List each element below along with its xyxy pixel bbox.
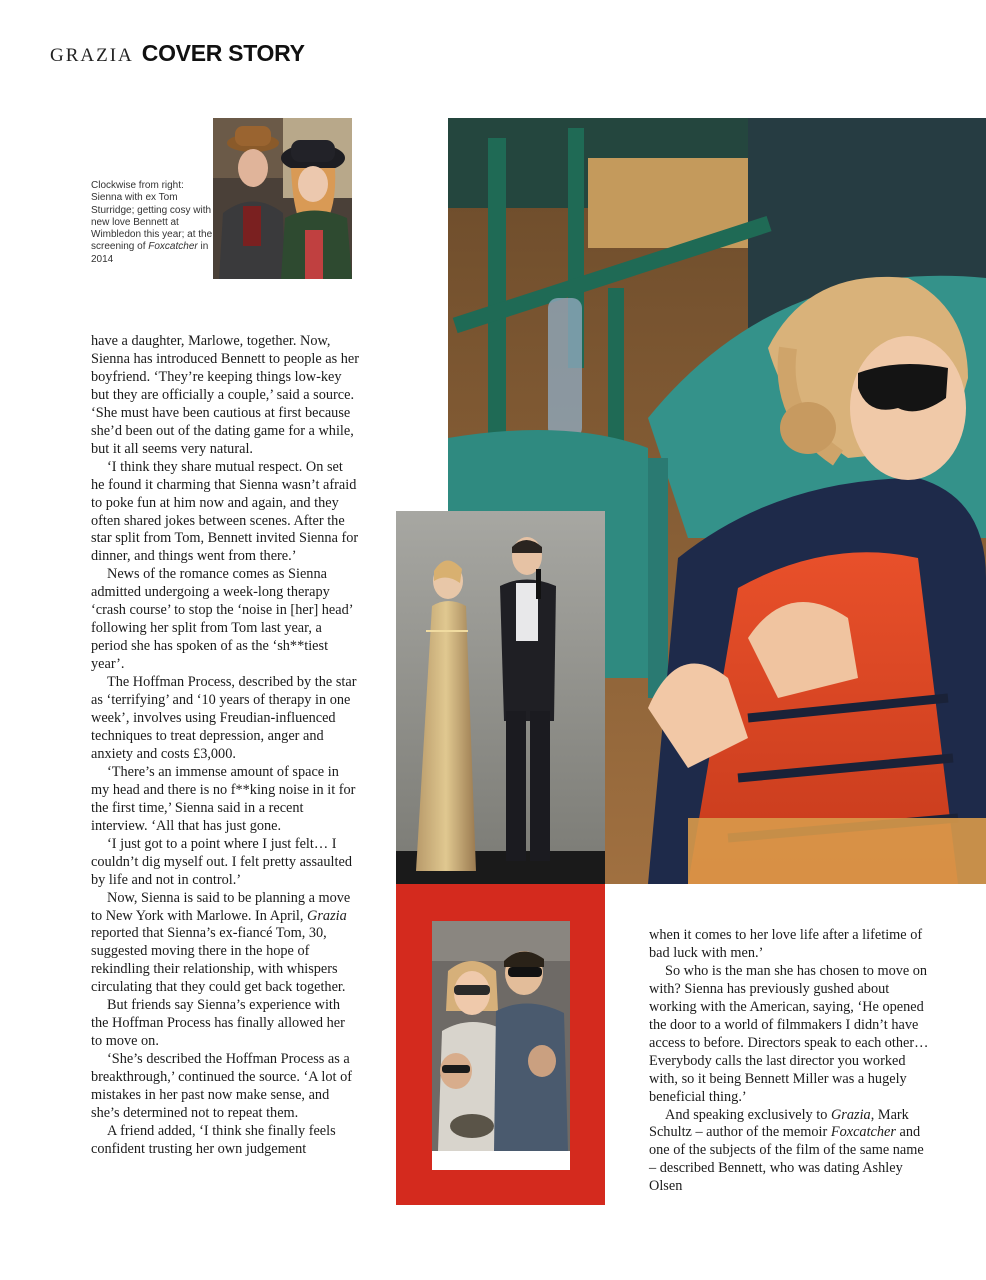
article-paragraph: News of the romance comes as Sienna admitted undergoing a week-long therapy ‘crash course’ to stop the ‘noise in [her] head’ following her split from Tom last year, a period she has spoken of as the ‘sh**tiest year’. — [91, 566, 353, 673]
caption-text: Clockwise from right: Sienna with ex Tom Sturridge; getting cosy with new love Bennett at Wimbledon this year; at the screening of — [91, 180, 213, 253]
caption-film-title: Foxcatcher — [148, 241, 198, 253]
caption-text-end: in 2014 — [91, 241, 209, 265]
book-title: Foxcatcher — [830, 1124, 896, 1141]
text-run: Now, Sienna is said to be planning a move to New York with Marlowe. In April, — [91, 889, 351, 924]
text-run: and one of the subjects of the film of the same name – described Bennett, who was dating Ashley Olsen — [649, 1124, 924, 1195]
article-paragraph: have a daughter, Marlowe, together. Now, Sienna has introduced Bennett to people as her boyfriend. ‘They’re keeping things low-key but they are officially a couple,’ said a source. ‘She must have been cautious at first because she’d been out of the dating game for a while, but it all seems very natural. — [91, 333, 359, 457]
inset-photo-couple — [213, 118, 352, 279]
article-paragraph — [649, 1107, 929, 1197]
wimbledon-crowd-photo — [432, 921, 570, 1170]
article-paragraph: ‘She’s described the Hoffman Process as a breakthrough,’ continued the source. ‘A lot of mistakes in her past now make sense, and she’s determined not to repeat them. — [91, 1051, 352, 1121]
article-column-left — [91, 333, 359, 1159]
section-title: COVER STORY — [141, 40, 305, 66]
text-run: , Mark Schultz – author of the memoir — [649, 1106, 909, 1141]
magazine-name: Grazia — [830, 1106, 871, 1123]
article-paragraph: ‘There’s an immense amount of space in my head and there is no f**king noise in it for the first time,’ Sienna said in a recent interview. ‘All that has just gone. — [91, 763, 356, 834]
article-paragraph: ‘I just got to a point where I just felt… I couldn’t dig myself out. I felt pretty assaulted by life and not in control.’ — [91, 835, 352, 888]
text-run: reported that Sienna’s ex-fiancé Tom, 30, suggested moving there in the hope of rekindling their relationship, with whispers circulating that they could get back together. — [91, 925, 346, 996]
magazine-name: Grazia — [307, 907, 347, 924]
article-paragraph: ‘I think they share mutual respect. On set he found it charming that Sienna wasn’t afraid to poke fun at him now and again, and they often shared jokes between scenes. After the star split from Tom, Bennett invited Sienna for dinner, and things went from there.’ — [91, 458, 359, 565]
screening-stage-photo — [396, 511, 605, 884]
photo-caption — [91, 180, 213, 266]
article-paragraph: So who is the man she has chosen to move on with? Sienna has previously gushed about working with the American, saying, ‘He opened the door to a world of filmmakers I didn’t have access to before. Directors speak to each other… Everybody calls the last director you worked with, so it being Bennett Miller was a hugely beneficial thing.’ — [649, 962, 929, 1105]
article-column-right — [649, 927, 929, 1196]
text-run: And speaking exclusively to — [665, 1106, 831, 1123]
article-paragraph: A friend added, ‘I think she finally feels confident trusting her own judgement — [91, 1122, 336, 1157]
article-paragraph: But friends say Sienna’s experience with the Hoffman Process has finally allowed her to move on. — [91, 997, 345, 1050]
magazine-logo: GRAZIA — [50, 45, 134, 66]
article-paragraph: when it comes to her love life after a lifetime of bad luck with men.’ — [649, 927, 923, 961]
page-header — [50, 40, 305, 70]
article-paragraph: The Hoffman Process, described by the star as ‘terrifying’ and ‘10 years of therapy in one week’, involves using Freudian-influenced techniques to treat depression, anger and anxiety and costs £3,000. — [91, 674, 357, 762]
article-paragraph — [91, 890, 359, 998]
